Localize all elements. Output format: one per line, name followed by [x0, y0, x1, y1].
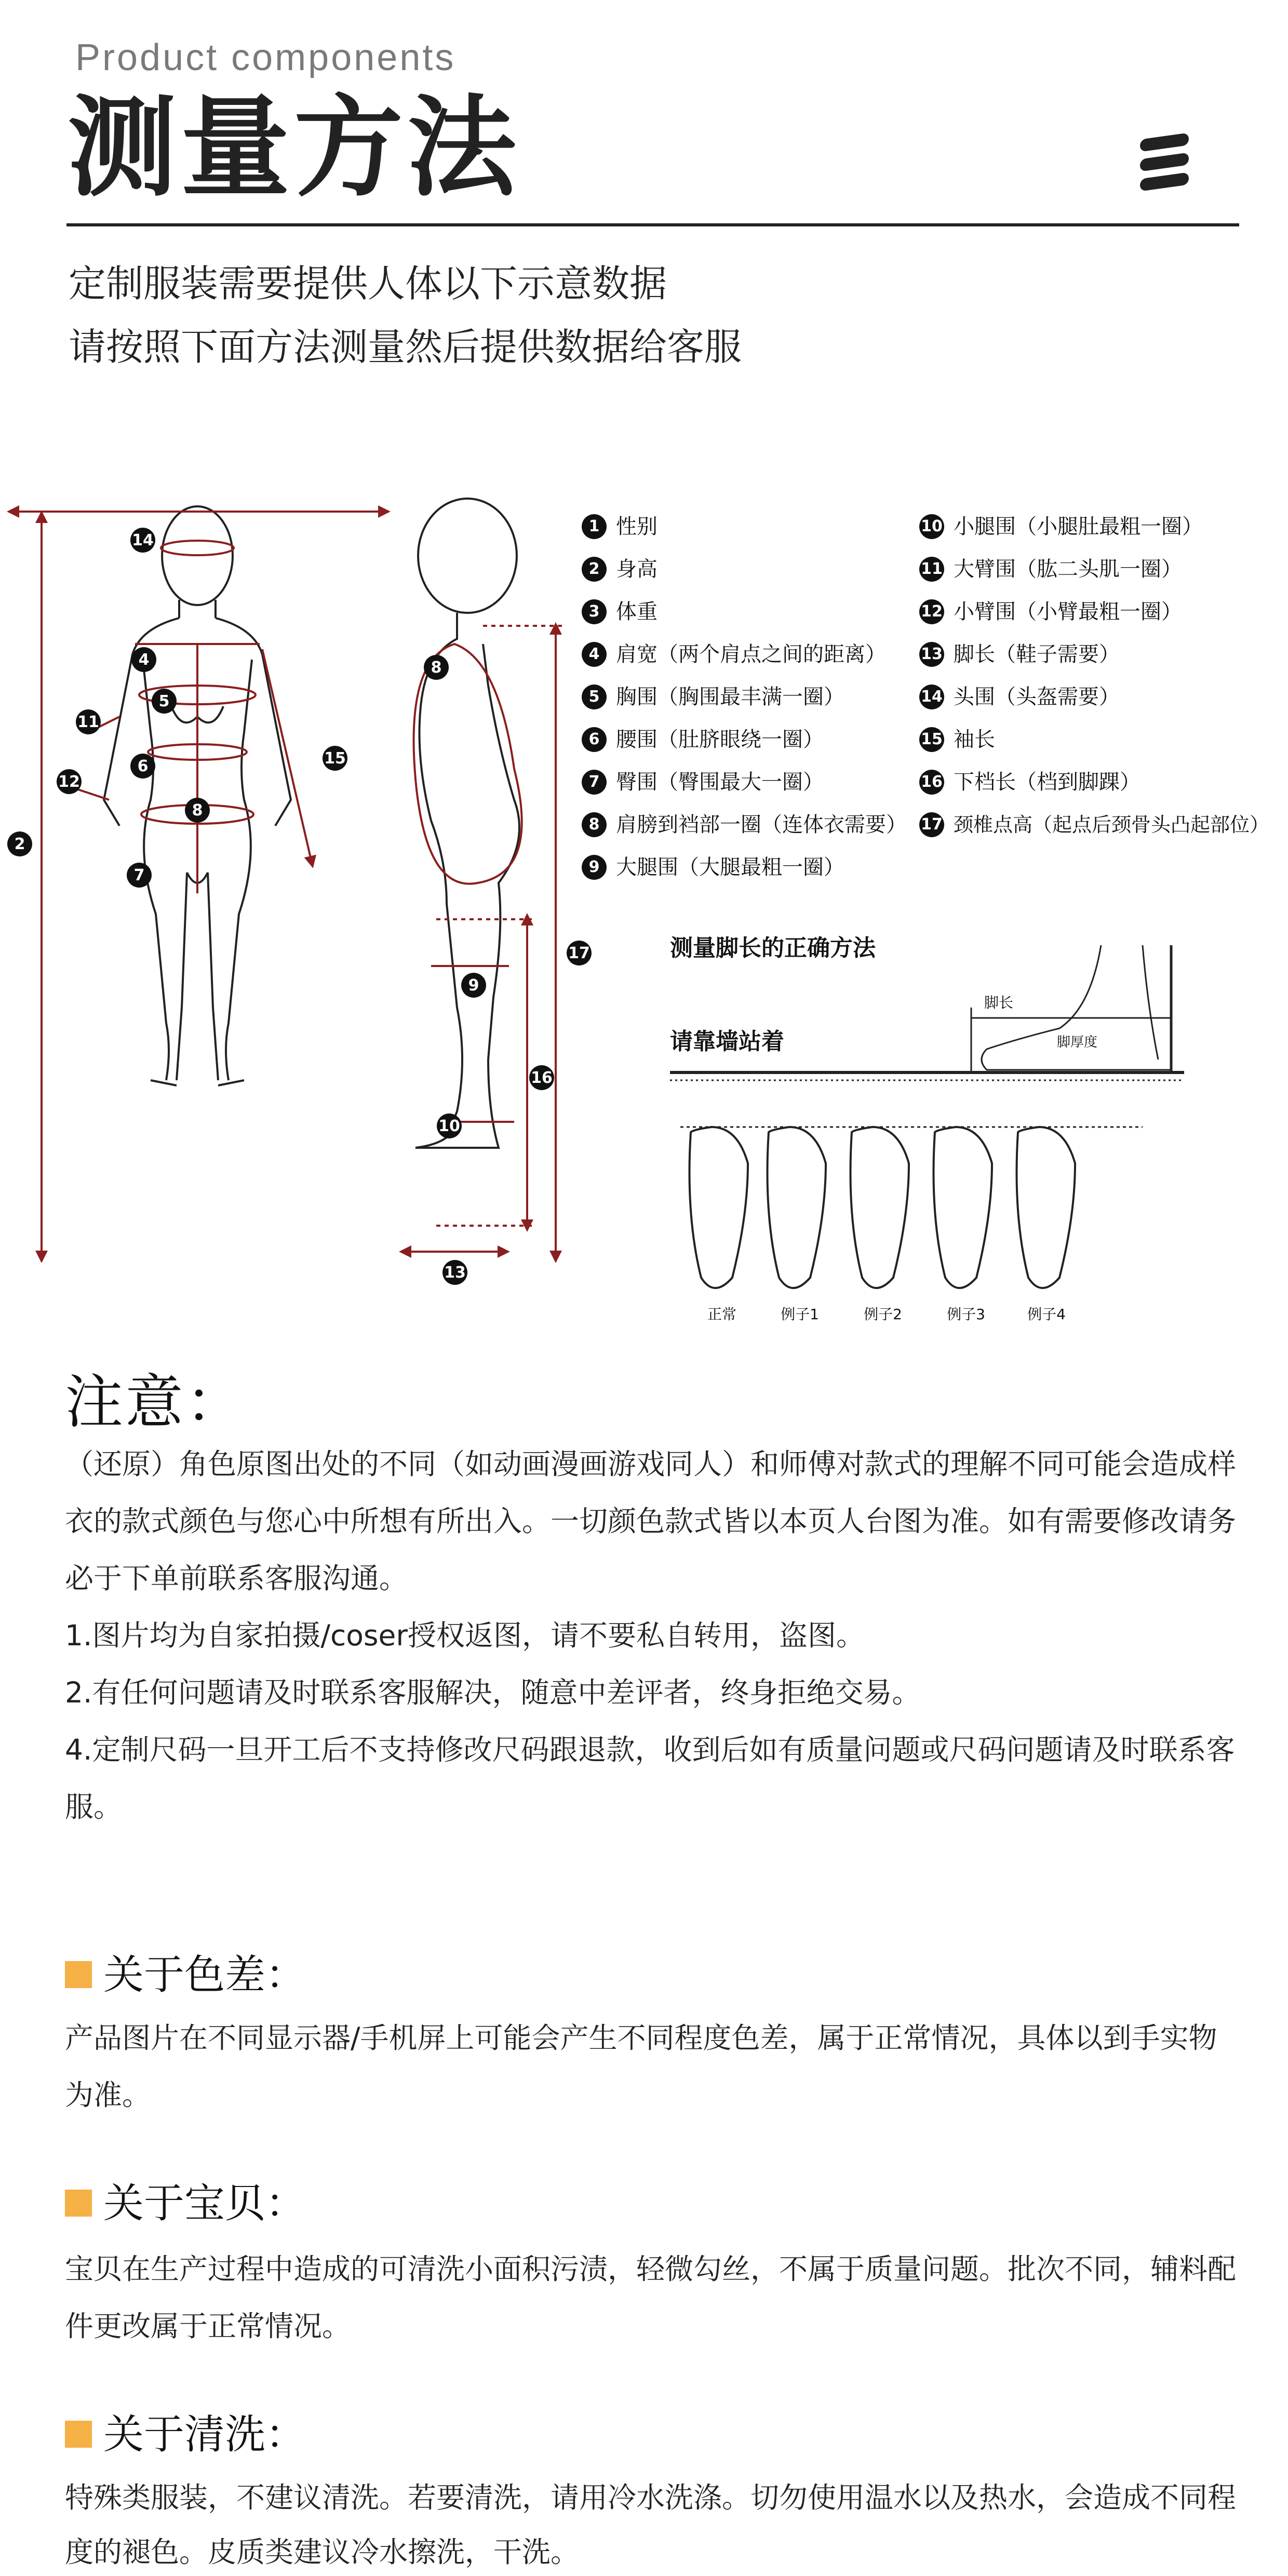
legend-item: 16 下档长（档到脚踝）	[919, 770, 1141, 795]
marker-17	[567, 941, 592, 965]
notice-line: 2.有任何问题请及时联系客服解决，随意中差评者，终身拒绝交易。	[65, 1676, 921, 1709]
notice-line: 服。	[65, 1790, 123, 1823]
marker-13	[442, 1260, 467, 1285]
legend-item: 11 大臂围（肱二头肌一圈）	[919, 557, 1182, 582]
intro-line: 请按照下面方法测量然后提供数据给客服	[69, 325, 742, 369]
marker-9	[461, 973, 486, 998]
marker-12	[57, 769, 82, 794]
notice-line: （还原）角色原图出处的不同（如动画漫画游戏同人）和师傅对款式的理解不同可能会造成样	[65, 1447, 1237, 1481]
svg-text:14: 14	[132, 531, 154, 549]
legend-item: 7 臀围（臀围最大一圈）	[582, 770, 824, 795]
notice-heading: 注意：	[65, 1369, 246, 1436]
bullet-square-icon	[65, 2190, 92, 2217]
legend-item: 2 身高	[582, 557, 658, 582]
marker-8-side	[424, 655, 449, 680]
svg-text:2: 2	[14, 835, 25, 853]
section-line: 件更改属于正常情况。	[65, 2310, 351, 2343]
marker-5	[152, 689, 177, 714]
front-measure-lines	[13, 512, 384, 1257]
marker-14	[130, 528, 155, 553]
notice-line: 4.定制尺码一旦开工后不支持修改尺码跟退款，收到后如有质量问题或尺码问题请及时联系客	[65, 1733, 1235, 1766]
marker-8	[185, 798, 210, 823]
foot-caption: 正常	[707, 1306, 737, 1323]
notice-line: 衣的款式颜色与您心中所想有所出入。一切颜色款式皆以本页人台图为准。如有需要修改请务	[65, 1505, 1237, 1538]
svg-text:6: 6	[137, 757, 149, 775]
legend-item: 5 胸围（胸围最丰满一圈）	[582, 685, 844, 709]
section-heading-wash: 关于清洗：	[65, 2402, 306, 2460]
foot-caption: 例子4	[1027, 1306, 1066, 1323]
svg-text:4: 4	[138, 651, 150, 669]
marker-15	[323, 746, 347, 771]
marker-2	[7, 831, 32, 856]
section-line: 宝贝在生产过程中造成的可清洗小面积污渍，轻微勾丝，不属于质量问题。批次不同，辅料配	[65, 2252, 1237, 2286]
legend-item: 3 体重	[582, 599, 658, 624]
foot-heading: 测量脚长的正确方法	[670, 935, 876, 961]
measurement-diagram	[0, 488, 1288, 1330]
foot-length-label: 脚长	[984, 994, 1014, 1011]
footprints	[690, 1127, 1076, 1288]
marker-10	[437, 1113, 462, 1138]
legend-item: 14 头围（头盔需要）	[919, 685, 1120, 709]
side-body-figure	[415, 499, 519, 1148]
wall-instruction: 请靠墙站着	[670, 1028, 784, 1055]
section-line: 度的褪色。皮质类建议冷水擦洗，干洗。	[65, 2535, 580, 2569]
section-line: 特殊类服装，不建议清洗。若要清洗，请用冷水洗涤。切勿使用温水以及热水，会造成不同程	[65, 2481, 1237, 2514]
foot-caption: 例子2	[864, 1306, 902, 1323]
svg-text:10: 10	[438, 1117, 460, 1135]
legend-item: 6 腰围（肚脐眼绕一圈）	[582, 727, 824, 752]
svg-text:17: 17	[568, 944, 590, 962]
bullet-square-icon	[65, 1961, 92, 1988]
svg-text:9: 9	[468, 976, 479, 995]
intro-text	[69, 252, 742, 379]
svg-text:5: 5	[158, 692, 170, 710]
svg-text:11: 11	[77, 713, 99, 731]
header-divider	[66, 223, 1239, 226]
marker-7	[127, 863, 152, 888]
bullet-square-icon	[65, 2421, 92, 2448]
section-line: 产品图片在不同显示器/手机屏上可能会产生不同程度色差，属于正常情况，具体以到手实物	[65, 2021, 1217, 2055]
legend-item: 8 肩膀到裆部一圈（连体衣需要）	[582, 812, 907, 837]
legend-item: 17 颈椎点高（起点后颈骨头凸起部位）	[919, 812, 1269, 837]
marker-16	[529, 1065, 554, 1090]
svg-text:16: 16	[531, 1069, 553, 1087]
svg-text:8: 8	[431, 659, 442, 677]
legend-item: 4 肩宽（两个肩点之间的距离）	[582, 642, 886, 667]
marker-11	[76, 709, 101, 734]
page-title: 测量方法	[68, 84, 521, 211]
side-measure-lines	[405, 626, 564, 1257]
svg-text:8: 8	[192, 801, 203, 820]
notice-line: 必于下单前联系客服沟通。	[65, 1562, 408, 1595]
foot-caption: 例子1	[781, 1306, 819, 1323]
legend-item: 15 袖长	[919, 727, 995, 752]
foot-caption: 例子3	[947, 1306, 985, 1323]
menu-icon[interactable]	[1140, 136, 1192, 188]
legend-item: 12 小臂围（小臂最粗一圈）	[919, 599, 1182, 624]
marker-6	[130, 754, 155, 779]
svg-text:12: 12	[58, 773, 80, 791]
svg-text:13: 13	[444, 1264, 466, 1282]
legend-item: 13 脚长（鞋子需要）	[919, 642, 1120, 667]
intro-line: 定制服装需要提供人体以下示意数据	[69, 262, 667, 305]
subtitle: Product components	[75, 37, 456, 78]
section-heading-color: 关于色差：	[65, 1942, 306, 2001]
notice-line: 1.图片均为自家拍摄/coser授权返图，请不要私自转用，盗图。	[65, 1619, 865, 1652]
svg-text:15: 15	[324, 749, 346, 768]
legend-item: 9 大腿围（大腿最粗一圈）	[582, 855, 844, 880]
foot-thickness-label: 脚厚度	[1057, 1035, 1098, 1050]
section-heading-item: 关于宝贝：	[65, 2171, 306, 2229]
section-line: 为准。	[65, 2078, 151, 2112]
legend-item: 1 性别	[582, 514, 658, 539]
svg-text:7: 7	[133, 866, 145, 884]
legend-item: 10 小腿围（小腿肚最粗一圈）	[919, 514, 1203, 539]
marker-4	[131, 647, 156, 672]
